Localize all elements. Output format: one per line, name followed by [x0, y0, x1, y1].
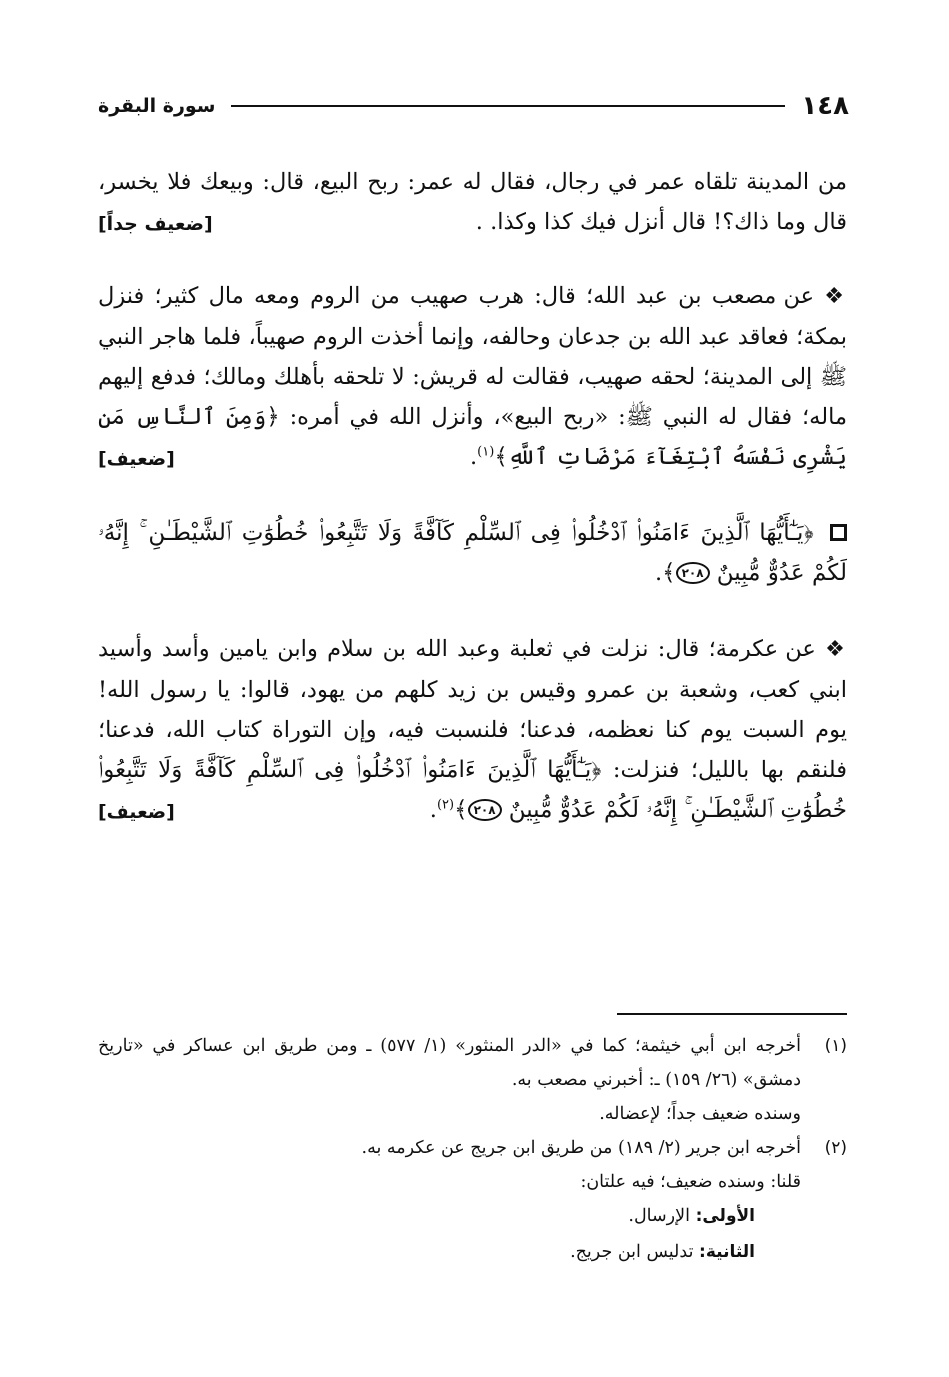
- narration-text: عن مصعب بن عبد الله؛ قال: هرب صهيب من الروم ومعه مال كثير؛ فنزل بمكة؛ فعاقد عبد الله بن جدعان وحالفه، وإنما أخذت الروم صهيباً، فلما هاجر النبي ﷺ إلى المدينة؛ لحقه صهيب، فقالت له قريش: لا تلحقه بأهلك ومالك؛ فدفع إليهم ماله؛ فقال له النبي ﷺ: «ربح البيع»، وأنزل الله في أمره:: [98, 283, 848, 430]
- quran-quote: ﴿وَمِنَ ٱلنَّاسِ مَن يَشْرِى نَفْسَهُ ٱبْتِغَآءَ مَرْضَاتِ ٱللَّهِ﴾: [98, 404, 847, 470]
- sentence-end: .: [429, 797, 437, 823]
- quran-quote: ﴿يَـٰٓأَيُّهَا ٱلَّذِينَ ءَامَنُوا۟ ٱدْخُلُوا۟ فِى ٱلسِّلْمِ كَآفَّةً وَلَا تَتَّبِعُوا۟ خُطُوَٰتِ ٱلشَّيْطَـٰنِ ۚ إِنَّهُۥ لَكُمْ عَدُوٌّ مُّبِينٌ: [98, 757, 847, 823]
- footnote-sub-text: تدليس ابن جريج.: [570, 1242, 694, 1262]
- footnote-label: الثانية:: [699, 1242, 755, 1262]
- square-bullet-icon: [830, 524, 847, 541]
- sentence-end: .: [470, 444, 478, 470]
- footnote-ref-1[interactable]: (١): [477, 444, 495, 460]
- footnote-separator: [617, 1013, 847, 1015]
- star-ornament-icon: ❖: [825, 637, 847, 662]
- footnote-line: أخرجه ابن أبي خيثمة؛ كما في «الدر المنثور» (١/ ٥٧٧) ـ ومن طريق ابن عساكر في «تاريخ دمشق» (٢٦/ ١٥٩) ـ: أخبرني مصعب به.: [98, 1036, 801, 1090]
- footnote-sub-text: الإرسال.: [628, 1206, 690, 1226]
- footnote-line: أخرجه ابن جرير (٢/ ١٨٩) من طريق ابن جريج عن عكرمه به.: [361, 1138, 801, 1158]
- main-text: [98, 162, 847, 832]
- verse-close-bracket: ﴾: [662, 560, 676, 586]
- footnote-sub-item: [98, 1199, 801, 1233]
- grade-very-weak: [ضعيف جداً]: [98, 213, 213, 235]
- narration-text: عن عكرمة؛ قال: نزلت في ثعلبة وعبد الله بن سلام وابن يامين وأسد وأسيد ابني كعب، وشعبة بن عمرو وقيس بن زيد كلهم من يهود، قالوا: يا رسول الله! يوم السبت يوم كنا نعظمه، فدعنا؛ فلنسبت فيه، وإن التوراة كتاب الله، فدعنا؛ فلنقم بها بالليل؛ فنزلت:: [98, 636, 847, 783]
- grade-weak: [ضعيف]: [98, 801, 175, 823]
- verse-end: .: [654, 560, 663, 586]
- grade-weak: [ضعيف]: [98, 448, 175, 470]
- paragraph-text: من المدينة تلقاه عمر في رجال، فقال له عمر: ربح البيع، قال: وبيعك فلا يخسر، قال وما ذاك؟! قال أنزل فيك كذا وكذا. .: [98, 169, 847, 235]
- footnote-line: قلنا: وسنده ضعيف؛ فيه علتان:: [580, 1172, 801, 1192]
- verse-close-bracket: ﴾: [454, 797, 468, 823]
- surah-name: سورة البقرة: [98, 95, 216, 117]
- page-number: ١٤٨: [801, 91, 849, 121]
- footnote-number: (١): [824, 1036, 847, 1056]
- star-ornament-icon: ❖: [824, 284, 847, 309]
- verse-heading: [98, 513, 847, 593]
- ayah-number-badge: ٢٠٨: [676, 562, 710, 584]
- footnote-body: [98, 1131, 801, 1269]
- footnote-1: [98, 1029, 847, 1131]
- narration-ikrimah: [98, 629, 847, 830]
- footnote-ref-2[interactable]: (٢): [436, 797, 455, 813]
- paragraph-continuation: [98, 162, 847, 242]
- footnote-2: [98, 1131, 847, 1269]
- footnotes: [98, 1029, 847, 1269]
- footnote-label: الأولى:: [695, 1206, 755, 1226]
- header-rule: [231, 105, 785, 107]
- footnote-number: (٢): [824, 1138, 847, 1158]
- footnote-body: [98, 1029, 801, 1131]
- narration-suhayb: [98, 276, 847, 477]
- footnote-sub-item: [98, 1235, 801, 1269]
- verse-text: ﴿يَـٰٓأَيُّهَا ٱلَّذِينَ ءَامَنُوا۟ ٱدْخُلُوا۟ فِى ٱلسِّلْمِ كَآفَّةً وَلَا تَتَّبِعُوا۟ خُطُوَٰتِ ٱلشَّيْطَـٰنِ ۚ إِنَّهُۥ لَكُمْ عَدُوٌّ مُّبِينٌ: [98, 520, 847, 586]
- ayah-number-badge: ٢٠٨: [468, 799, 502, 821]
- page-header: [98, 86, 849, 126]
- footnote-line: وسنده ضعيف جداً؛ لإعضاله.: [599, 1104, 801, 1124]
